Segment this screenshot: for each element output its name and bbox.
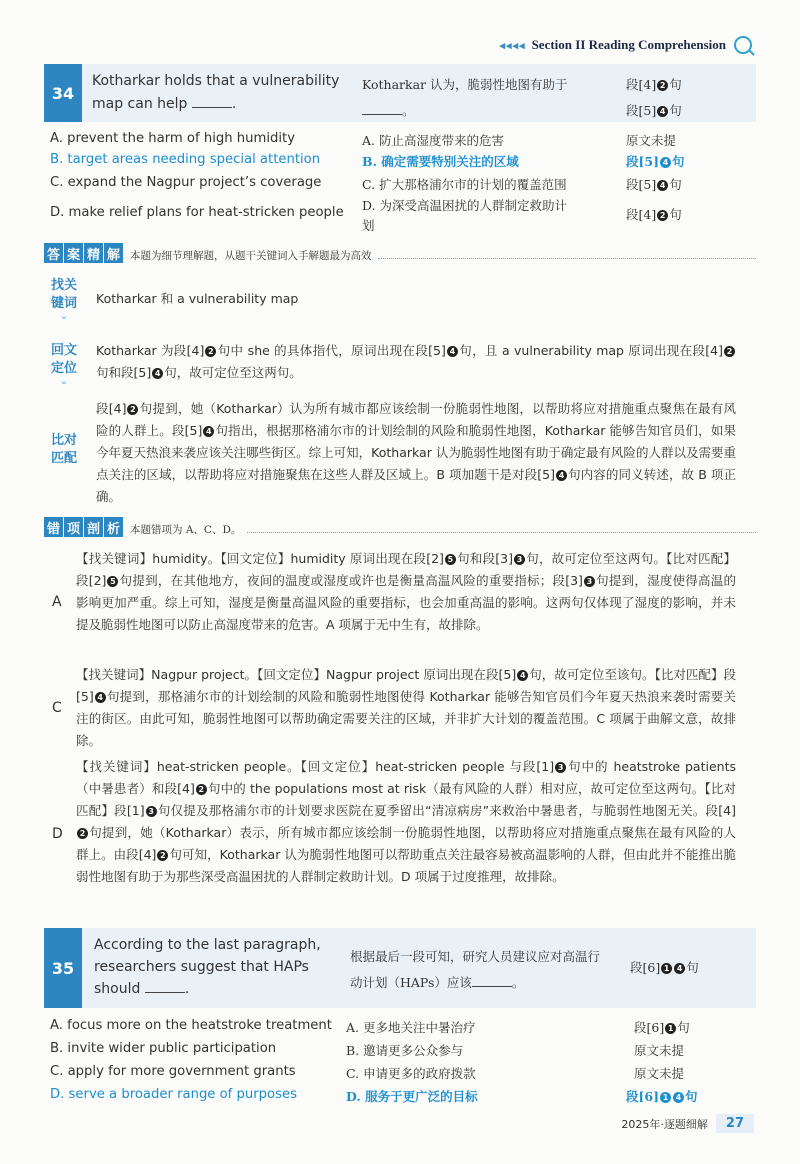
answer-tag: 答 案 精 解 xyxy=(44,243,124,263)
step-locate-text: Kotharkar 为段[4] 2 句中 she 的具体指代，原词出现在段[5] 4 句，且 a vulnerability map 原词出现在段[4] 2句和段[5] 4 句，故可定位至这两句。 xyxy=(96,340,736,384)
wrong-c-letter: C xyxy=(52,700,62,716)
book-title: 2025年·逐题细解 xyxy=(621,1117,708,1131)
q34-option-b-zh: B. 确定需要特别关注的区域 xyxy=(362,154,519,169)
step-locate-label: 回文 定位 ⌄ xyxy=(50,343,77,387)
section-title: Section II Reading Comprehension xyxy=(531,37,726,52)
wrong-subtitle: 本题错项为 A、C、D。 xyxy=(130,524,242,536)
step-find-keyword-text: Kotharkar 和 a vulnerability map xyxy=(96,291,299,306)
q35-option-d-src: 段[6] 1 4 句 xyxy=(626,1089,698,1104)
magnifier-icon xyxy=(734,36,752,54)
q34-number: 34 xyxy=(44,64,82,122)
q35-option-a: A. focus more on the heatstroke treatment xyxy=(50,1018,332,1033)
q34-option-d: D. make relief plans for heat-stricken people xyxy=(50,205,344,220)
q35-option-d-zh: D. 服务于更广泛的目标 xyxy=(346,1089,478,1104)
arrows-icon: ◂◂◂◂ xyxy=(499,39,526,52)
page-footer xyxy=(621,1114,754,1133)
step-match-text: 段[4] 2 句提到，她（Kotharkar）认为所有城市都应该绘制一份脆弱性地图，以帮助将应对措施重点聚焦在最有风险的人群上。段[5] 4 句指出，根据那格浦尔市的计划绘制的风险和脆弱性地图，Kotharkar 能够告知官员们，如果今年夏天热浪来袭应该关注哪些街区。综上可知，Kotharkar 认为脆弱性地图有助于确定最有风险的人群以及需要重点关注的区域，以帮助将应对措施聚焦在这些人群及区域上。B 项加题干是对段[5] 4 句内容的同义转述，故 B 项正确。 xyxy=(96,401,736,504)
answer-heading xyxy=(44,243,756,263)
wrong-d-text: 【找关键词】heat-stricken people。【回文定位】heat-stricken people 与段[1] 3 句中的 heatstroke patients（中暑患者）和段[4] 2 句中的 the populations most at risk（最有风险的人群）相对应，故可定位至这两句。【比对匹配】段[1] 3 句仅提及那格浦尔市的计划要求医院在夏季留出“清凉病房”来救治中暑患者，与脆弱性地图无关。段[4]2 句提到，她（Kotharkar）表示，所有城市都应该绘制一份脆弱性地图，以帮助将应对措施重点聚焦在最有风险的人群上。由段[4] 2 句可知，Kotharkar 认为脆弱性地图可以帮助重点关注最容易被高温影响的人群，但由此并不能推出脆弱性地图有助于为那些深受高温困扰的人群制定救助计划。D 项属于过度推理，故排除。 xyxy=(76,759,736,884)
wrong-c-text: 【找关键词】Nagpur project。【回文定位】Nagpur project 原词出现在段[5] 4 句，故可定位至该句。【比对匹配】段[5] 4 句提到，那格浦尔市的计划绘制的风险和脆弱性地图使得 Kotharkar 能够告知官员们今年夏天热浪来袭时需要关注的街区。由此可知，脆弱性地图可以帮助确定需要关注的区域，并非扩大计划的覆盖范围。C 项属于曲解文意，故排除。 xyxy=(76,667,736,748)
q35-option-c-zh: C. 申请更多的政府拨款 xyxy=(346,1066,476,1081)
wrong-d-letter: D xyxy=(52,826,63,842)
q35-option-c: C. apply for more government grants xyxy=(50,1064,296,1079)
q34-option-d-src: 段[4] 2 句 xyxy=(626,207,682,222)
q34-option-a-zh: A. 防止高湿度带来的危害 xyxy=(362,133,504,148)
q34-stem-en: Kotharkar holds that a vulnerability map can help . xyxy=(92,73,340,112)
q34-option-b-src: 段[5] 4 句 xyxy=(626,154,685,169)
q35-option-b-zh: B. 邀请更多公众参与 xyxy=(346,1043,464,1058)
q34-option-d-zh: D. 为深受高温困扰的人群制定救助计划 xyxy=(362,198,568,233)
q34-option-c-zh: C. 扩大那格浦尔市的计划的覆盖范围 xyxy=(362,177,567,192)
page-number: 27 xyxy=(716,1114,754,1133)
answer-subtitle: 本题为细节理解题，从题干关键词入手解题最为高效 xyxy=(130,250,372,262)
q35-option-a-zh: A. 更多地关注中暑治疗 xyxy=(346,1020,476,1035)
q34-option-b: B. target areas needing special attention xyxy=(50,152,321,167)
step-find-keyword-label: 找关 键词 ⌄ xyxy=(50,278,77,322)
q35-option-b-src: 原文未提 xyxy=(634,1043,685,1058)
q34-option-a-src: 原文未提 xyxy=(626,133,677,148)
step-match-label: 比对 匹配 xyxy=(50,433,77,466)
q35-option-c-src: 原文未提 xyxy=(634,1066,685,1081)
q34-source: 段[4] 2 句 段[5] 4 句 xyxy=(626,77,682,118)
q35-option-a-src: 段[6] 1 句 xyxy=(634,1020,690,1035)
q35-option-d: D. serve a broader range of purposes xyxy=(50,1087,297,1102)
q34-option-c: C. expand the Nagpur project’s coverage xyxy=(50,175,322,190)
q35-stem-zh: 根据最后一段可知，研究人员建议应对高温行动计划（HAPs）应该 。 xyxy=(350,949,601,990)
q35-stem-en: According to the last paragraph, researchers suggest that HAPs should . xyxy=(94,937,321,997)
wrong-a-letter: A xyxy=(52,594,62,610)
wrong-a-text: 【找关键词】humidity。【回文定位】humidity 原词出现在段[2] 5 句和段[3] 3 句，故可定位至这两句。【比对匹配】段[2] 5 句提到，在其他地方，夜间的温度或湿度或许也是衡量高温风险的重要指标；段[3] 3 句提到，湿度使得高温的影响更加严重。综上可知，湿度是衡量高温风险的重要指标，也会加重高温的影响。这两句仅体现了湿度的影响，并未提及脆弱性地图可以防止高湿度带来的危害。A 项属于无中生有，故排除。 xyxy=(76,551,736,632)
q35-source: 段[6] 1 4 句 xyxy=(630,960,699,975)
wrong-heading xyxy=(44,517,756,537)
q35-option-b: B. invite wider public participation xyxy=(50,1041,277,1056)
q34-stem-zh: Kotharkar 认为，脆弱性地图有助于。 xyxy=(362,77,568,118)
q34-option-c-src: 段[5] 4 句 xyxy=(626,177,682,192)
running-header xyxy=(499,36,752,54)
q34-option-a: A. prevent the harm of high humidity xyxy=(50,131,296,146)
q35-number: 35 xyxy=(44,928,82,1008)
wrong-tag: 错 项 剖 析 xyxy=(44,517,124,537)
